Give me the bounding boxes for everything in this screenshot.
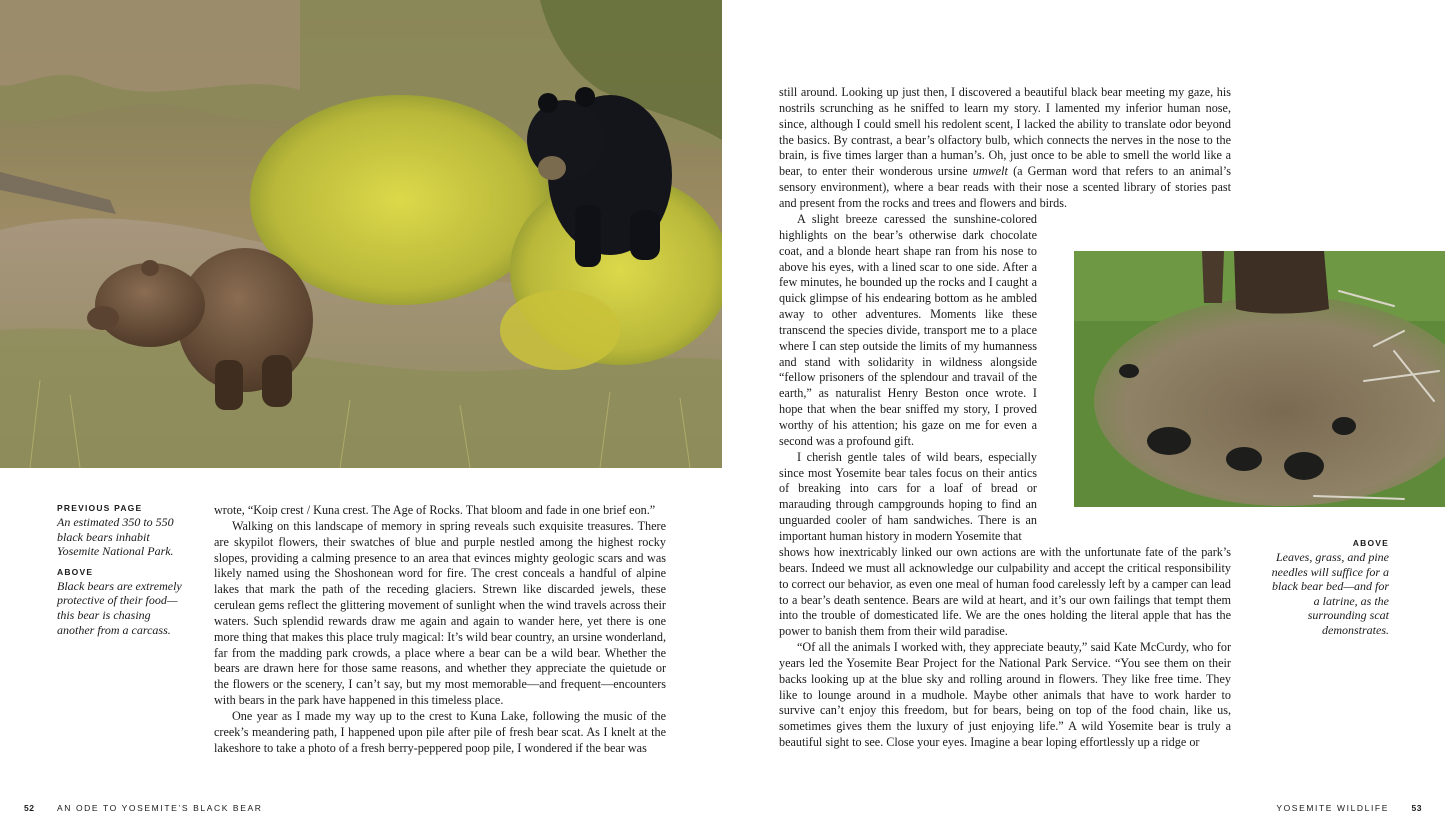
body-text-italic: umwelt [972, 164, 1008, 179]
body-paragraph: wrote, “Koip crest / Kuna crest. The Age of Rocks. That bloom and fade in one brief eon.” [214, 503, 656, 517]
caption-above-text: Black bears are extremely protective of their food—this bear is chasing another from a carcass. [57, 578, 182, 637]
captions-left [57, 503, 182, 645]
right-page-body-bottom [779, 545, 1231, 751]
body-paragraph: “Of all the animals I worked with, they appreciate beauty,” said Kate McCurdy, who for years led the Yosemite Bear Project for the National Park Service. “You see them on their backs looking up at the blue sky and rolling around in flowers. They like free time. They like to lounge around in a mudhole. Maybe other animals that have to work harder to survive can’t enjoy this freedom, but for bears, being on top of the food chain, like us, sometimes gives them the luxury of just enjoying life.” A wild Yosemite bear is truly a beautiful sight to see. Close your eyes. Imagine a bear loping effortlessly up a ridge or [779, 640, 1231, 750]
bear-bed-illustration [1074, 251, 1445, 507]
body-paragraph [779, 85, 1231, 212]
caption-right-above-text: Leaves, grass, and pine needles will suffice for a black bear bed—and for a latrine, as the surrounding scat demonstrates. [1271, 550, 1389, 637]
body-paragraph: A slight breeze caressed the sunshine-colored highlights on the bear’s otherwise dark chocolate coat, and a blonde heart shape ran from his nose to above his eyes, with a lined scar to one side. After a few minutes, he bounded up the rocks and I caught a quick glimpse of his endearing bottom as he ambled away to other adventures. Moments like these transcend the species divide, transport me to a place where I can step outside the limits of my humanness and stand with solidarity in wildness alongside “fellow prisoners of the splendour and travail of the earth,” as naturalist Henry Beston once wrote. I hope that when the bear sniffed my story, I proved worthy of his attention; his gaze on me for even a second was a profound gift. [779, 212, 1037, 448]
page-number-left: 52 [24, 803, 35, 813]
caption-right-above-label: ABOVE [1352, 538, 1389, 548]
running-title-left: AN ODE TO YOSEMITE’S BLACK BEAR [57, 803, 263, 813]
right-page-body-middle [779, 212, 1037, 545]
caption-above-label: ABOVE [57, 566, 94, 577]
bears-meadow-illustration [0, 0, 722, 468]
left-page-body [214, 503, 666, 757]
running-title-right: YOSEMITE WILDLIFE [1276, 803, 1389, 813]
right-page-body-top [779, 85, 1231, 212]
body-text-run: (a German word that refers to an animal’s sensory environment), where a bear reads with their nose a scented library of stories past and present from the rocks and trees and flowers and birds. [779, 164, 1231, 210]
body-paragraph: shows how inextricably linked our own actions are with the unfortunate fate of the park’s bears. Indeed we must all acknowledge our culpability and accept the critical responsibility to correct our behavior, as even one meal of human food carelessly left by a camper can lead to a bear’s death sentence. Bears are wild at heart, and it’s our own failings that tempt them into the trouble of domesticated life. We are the ones holding the literal apple that has the power to banish them from their wild paradise. [779, 545, 1231, 639]
body-paragraph: One year as I made my way up to the crest to Kuna Lake, following the music of the creek’s meandering path, I happened upon pile after pile of fresh bear scat. As I knelt at the lakeshore to take a photo of a fresh berry-peppered poop pile, I wondered if the bear was [214, 708, 666, 755]
body-paragraph: I cherish gentle tales of wild bears, especially since most Yosemite bear tales focus on their antics of breaking into cars for a loaf of bread or marauding through campgrounds hoping to find an unguarded cooler of ham sandwiches. There is an important human history in modern Yosemite that [779, 449, 1037, 543]
caption-previous-label: PREVIOUS PAGE [57, 503, 143, 513]
body-paragraph: Walking on this landscape of memory in spring reveals such exquisite treasures. There are skypilot flowers, their swatches of blue and purple nestled among the highest rocky slopes, providing a calming presence to an area that evinces mighty geologic scars and was likely named using the Shoshonean word for fire. The crest conceals a handful of alpine lakes that mark the path of the receding glaciers. Strewn like discarded jewels, these cerulean gems reflect the glittering movement of sunlight when the wind travels across their waters. Such splendid rewards draw me again and again to wander here, yet there is one more thing that makes this place truly magical: It’s wild bear country, an ursine wonderland, far from the madding park crowds, a place where a bear can be a wild bear. Whether the bears are drawn here for those same reasons, and whether they appreciate the quietude or the flowers or the scenery, I can’t say, but my most memorable—and frequent—encounters with bears in the park have happened in this timeless place. [214, 518, 666, 708]
caption-previous-text: An estimated 350 to 550 black bears inhabit Yosemite National Park. [57, 515, 174, 559]
body-text-run: still around. Looking up just then, I discovered a beautiful black bear meeting my gaze, his nostrils scrunching as he sniffed to learn my story. I lamented my inferior human nose, since, although I could smell his redolent scent, I lacked the ability to translate odor beyond the basics. By contrast, a bear’s olfactory bulb, which connects the nerves in the nose to the brain, is five times larger than a human’s. Oh, just once to be able to smell the world like a bear, to enter their wonderous ursine [779, 85, 1231, 179]
photo-bears-meadow [0, 0, 722, 468]
captions-right [1268, 538, 1389, 646]
page-number-right: 53 [1411, 803, 1422, 813]
photo-bear-bed [1074, 251, 1445, 507]
